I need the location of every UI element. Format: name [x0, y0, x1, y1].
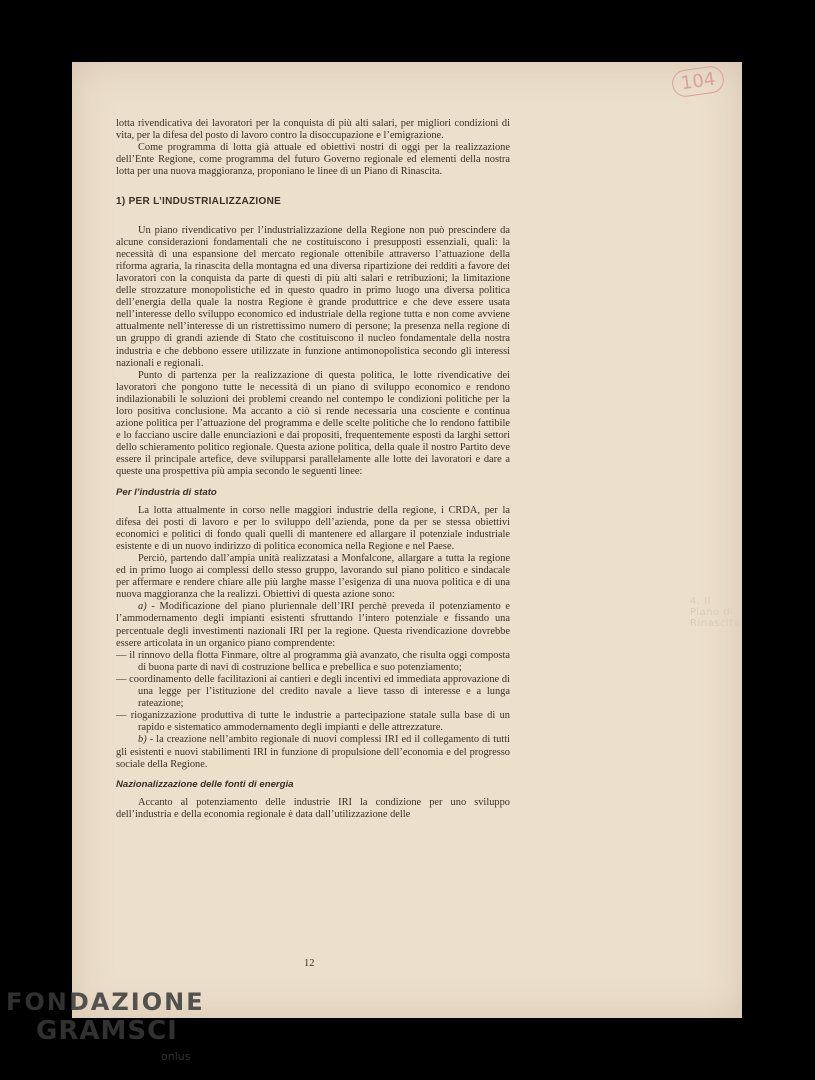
page-body	[116, 118, 510, 821]
dash-item-2: — coordinamento delle facilitazioni ai cantieri e degli incentivi ed immediata approvazione di una legge per l’istituzione del credito navale a lieve tasso di interesse e a lunga rateazione;	[116, 673, 510, 710]
watermark-line-2: GRAMSCI	[36, 1016, 178, 1046]
sub1-paragraph-1: La lotta attualmente in corso nelle maggiori industrie della regione, i CRDA, per la difesa dei posti di lavoro e per lo sviluppo dell’azienda, pone da per se stessa obiettivi economici e politici di fondo quali quelli di mantenere ed allargare il potenziale industriale esistente e di un nuovo indirizzo di politica economica nella Regione e nel Paese.	[116, 504, 510, 552]
subsection-title-nazionalizzazione: Nazionalizzazione delle fonti di energia	[116, 778, 294, 790]
section-paragraph-2: Punto di partenza per la realizzazione di questa politica, le lotte rivendicative dei lavoratori che pongono tutte le necessità di un piano di sviluppo economico e rendono indilazionabili le soluzioni dei problemi creando nel contempo le condizioni politiche per la loro positiva conclusione. Ma accanto a ciò si rende necessaria una cosciente e continua azione politica per l’attuazione del programma e delle scelte politiche che lo rendono fattibile e lo facciano uscire dalle enunciazioni e dai propositi, frequentemente esposti da larghi settori dello schieramento politico regionale. Questa azione politica, della quale il nostro Partito deve essere il principale artefice, deve svilupparsi parallelamente alle lotte dei lavoratori e dare a queste una prospettiva più ampia secondo le seguenti linee:	[116, 369, 510, 478]
dash-item-3: — rioganizzazione produttiva di tutte le industrie a partecipazione statale sulla base di un rapido e sistematico ammodernamento degli impianti e delle attrezzature.	[116, 710, 510, 734]
item-a-text: - Modificazione del piano pluriennale dell’IRI perchè preveda il potenziamento e l’ammodernamento degli impianti esistenti sfruttando l’intero potenziale e fissando una percentuale degli investimenti nazionali IRI per la regione. Questa rivendicazione dovrebbe essere articolata in un organico piano comprendente:	[116, 601, 510, 649]
intro-paragraph-2: Come programma di lotta già attuale ed obiettivi nostri di oggi per la realizzazione dell’Ente Regione, come programma del futuro Governo regionale ed elementi della nostra lotta per una nuova maggioranza, proponiano le linee di un Piano di Rinascita.	[116, 142, 510, 178]
watermark-line-3: onlus	[161, 1050, 191, 1063]
item-b-label: b)	[138, 734, 147, 746]
item-a	[116, 601, 510, 649]
section-title: 1) PER L’INDUSTRIALIZZAZIONE	[116, 196, 282, 208]
document-page	[72, 62, 742, 1018]
section-paragraph-1: Un piano rivendicativo per l’industrializzazione della Regione non può prescindere da alcune considerazioni fondamentali che ne costituiscono i presupposti essenziali, quali: la necessità di una espansione del mercato regionale ottenibile attraverso l’attuazione della riforma agraria, la rinascita della montagna ed una diversa ripartizione dei redditi a favore dei lavoratori con la conquista da parte di questi di più alti salari e retribuzioni; la limitazione delle strozzature monopolistiche ed in questo quadro in primo luogo una diversa politica dell’energia della quale la nostra Regione è grande produttrice e che deve essere usata nell’interesse dello sviluppo economico ed industriale della regione tutta e non come avviene attualmente nell’interesse di un ristrettissimo numero di persone; la presenza nella regione di un gruppo di grandi aziende di Stato che costituiscono il nucleo fondamentale della nostra industria e che debbono essere utilizzate in funzione antimonopolistica secondo gli interessi nazionali e regionali.	[116, 224, 510, 369]
handwritten-page-mark: 104	[670, 64, 726, 98]
page-number: 12	[304, 958, 315, 969]
item-b-text: - la creazione nell’ambito regionale di nuovi complessi IRI ed il collegamento di tutti gli esistenti e nuovi stabilimenti IRI in funzione di propulsione dell’economia e del progresso sociale della Regione.	[116, 734, 510, 770]
subsection-title-industria-stato: Per l’industria di stato	[116, 486, 217, 498]
sub1-paragraph-2: Perciò, partendo dall’ampia unità realizzatasi a Monfalcone, allargare a tutta la regione ed in primo luogo ai complessi dello stesso gruppo, lavorando sul piano politico e sindacale per affermare e rendere chiare alle più larghe masse l’esigenza di una nuova politica e di una nuova maggioranza che la realizzi. Obiettivi di questa azione sono:	[116, 553, 510, 601]
dash-item-1: — il rinnovo della flotta Finmare, oltre al programma già avanzato, che risulta oggi composta di buona parte di navi di costruzione bellica e prebellica e suo potenziamento;	[116, 649, 510, 673]
fondazione-gramsci-watermark	[6, 988, 205, 1063]
intro-paragraph-1: lotta rivendicativa dei lavoratori per la conquista di più alti salari, per migliori condizioni di vita, per la difesa del posto di lavoro contro la disoccupazione e l’emigrazione.	[116, 118, 510, 142]
watermark-line-1: FONDAZIONE	[6, 988, 205, 1016]
bleed-through-text: 4. Il Piano di Rinascita	[690, 596, 741, 629]
item-b	[116, 734, 510, 770]
item-a-label: a)	[138, 601, 147, 613]
sub2-paragraph: Accanto al potenziamento delle industrie IRI la condizione per uno sviluppo dell’industria e della economia regionale è data dall’utilizzazione delle	[116, 796, 510, 820]
